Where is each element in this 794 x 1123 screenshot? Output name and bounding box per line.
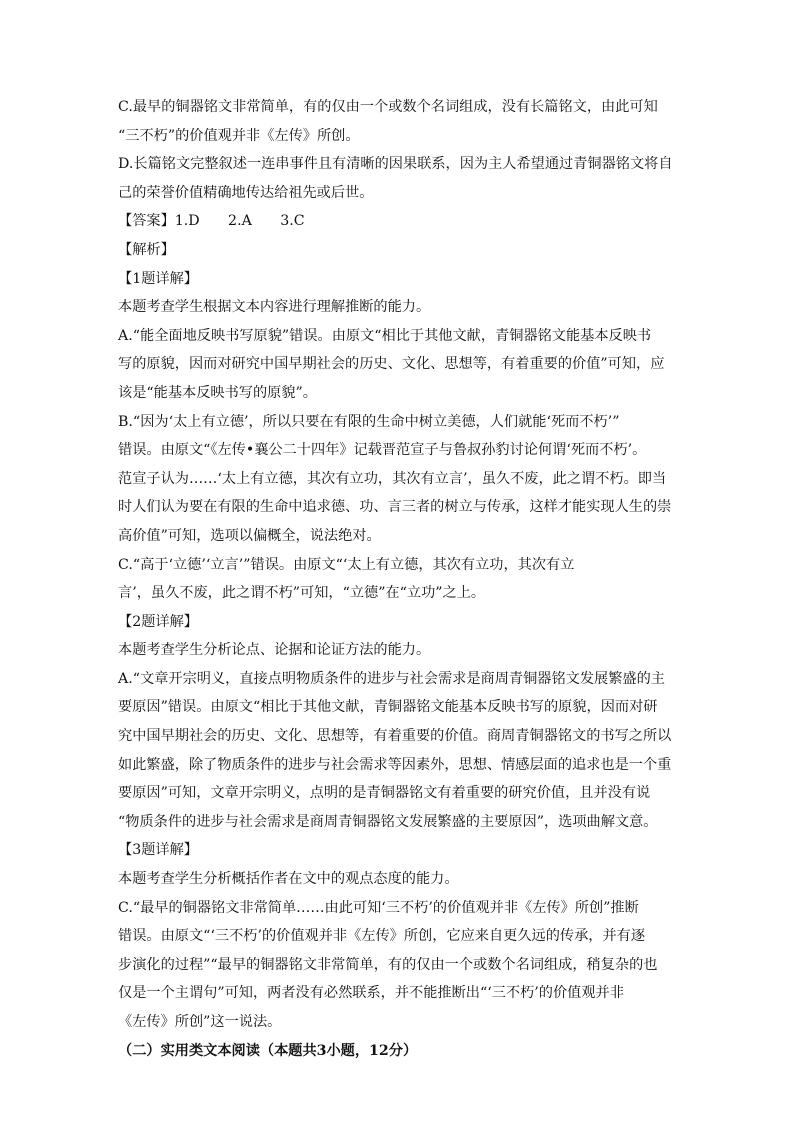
- text-line: 《左传》所创”这一说法。: [118, 1014, 282, 1030]
- text-line: A.“能全面地反映书写原貌”错误。由原文“相比于其他文献，青铜器铭文能基本反映书: [118, 327, 652, 344]
- text-line: 【解析】: [118, 241, 175, 258]
- document-body: [118, 93, 680, 1065]
- text-line: 言’，虽久不废，此之谓不朽”可知，“立德”在“立功”之上。: [118, 585, 486, 602]
- text-line: “三不朽”的价值观并非《左传》所创。: [118, 127, 360, 144]
- text-line: 要原因”可知，文章开宗明义，点明的是青铜器铭文有着重要的研究价值，且并没有说: [118, 785, 651, 802]
- text-line: 该是“能基本反映书写的原貌”。: [118, 384, 317, 401]
- text-line: 【3题详解】: [118, 842, 198, 859]
- text-line: 【1题详解】: [118, 270, 198, 287]
- text-line: 究中国早期社会的历史、文化、思想等，有着重要的价值。商周青铜器铭文的书写之所以: [118, 728, 672, 745]
- text-line: B.“因为‘太上有立德’，所以只要在有限的生命中树立美德，人们就能‘死而不朽’”: [118, 413, 620, 430]
- text-line: 本题考查学生分析论点、论据和论证方法的能力。: [118, 642, 431, 659]
- text-line: 己的荣誉价值精确地传达给祖先或后世。: [118, 184, 374, 201]
- text-line: D.长篇铭文完整叙述一连串事件且有清晰的因果联系，因为主人希望通过青铜器铭文将自: [118, 156, 673, 173]
- text-line: 错误。由原文“《左传•襄公二十四年》记载晋范宣子与鲁叔孙豹讨论何谓‘死而不朽’。: [118, 442, 647, 459]
- text-line: A.“文章开宗明义，直接点明物质条件的进步与社会需求是商周青铜器铭文发展繁盛的主: [118, 670, 665, 687]
- text-line: 错误。由原文“‘三不朽’的价值观并非《左传》所创，它应来自更久远的传承，并有逐: [118, 928, 646, 945]
- text-line: 【答案】1.D 2.A 3.C: [118, 213, 305, 230]
- text-line: 写的原貌，因而对研究中国早期社会的历史、文化、思想等，有着重要的价值”可知，应: [118, 356, 665, 373]
- text-line: C.“最早的铜器铭文非常简单……由此可知‘三不朽’的价值观并非《左传》所创”推断: [118, 899, 639, 916]
- text-line: C.“高于‘立德’‘立言’”错误。由原文“‘太上有立德，其次有立功，其次有立: [118, 556, 575, 573]
- text-line: 本题考查学生分析概括作者在文中的观点态度的能力。: [118, 871, 459, 888]
- section-heading: （二）实用类文本阅读（本题共3小题，12分）: [118, 1042, 418, 1059]
- text-line: 本题考查学生根据文本内容进行理解推断的能力。: [118, 299, 431, 316]
- text-line: 高价值”可知，选项以偏概全，说法绝对。: [118, 527, 381, 544]
- text-line: 仅是一个主谓句”可知，两者没有必然联系，并不能推断出“‘三不朽’的价值观并非: [118, 985, 624, 1002]
- text-line: 如此繁盛，除了物质条件的进步与社会需求等因素外，思想、情感层面的追求也是一个重: [118, 756, 672, 773]
- text-line: 【2题详解】: [118, 613, 198, 630]
- text-line: 范宣子认为……‘太上有立德，其次有立功，其次有立言’，虽久不废，此之谓不朽。即当: [118, 470, 667, 487]
- text-line: 要原因”错误。由原文“相比于其他文献，青铜器铭文能基本反映书写的原貌，因而对研: [118, 699, 658, 716]
- text-line: 步演化的过程”“最早的铜器铭文非常简单，有的仅由一个或数个名词组成，稍复杂的也: [118, 956, 658, 973]
- text-line: C.最早的铜器铭文非常简单，有的仅由一个或数个名词组成，没有长篇铭文，由此可知: [118, 99, 658, 115]
- text-line: 时人们认为要在有限的生命中追求德、功、言三者的树立与传承，这样才能实现人生的崇: [118, 499, 672, 516]
- text-line: “物质条件的进步与社会需求是商周青铜器铭文发展繁盛的主要原因”，选项曲解文意。: [118, 813, 658, 830]
